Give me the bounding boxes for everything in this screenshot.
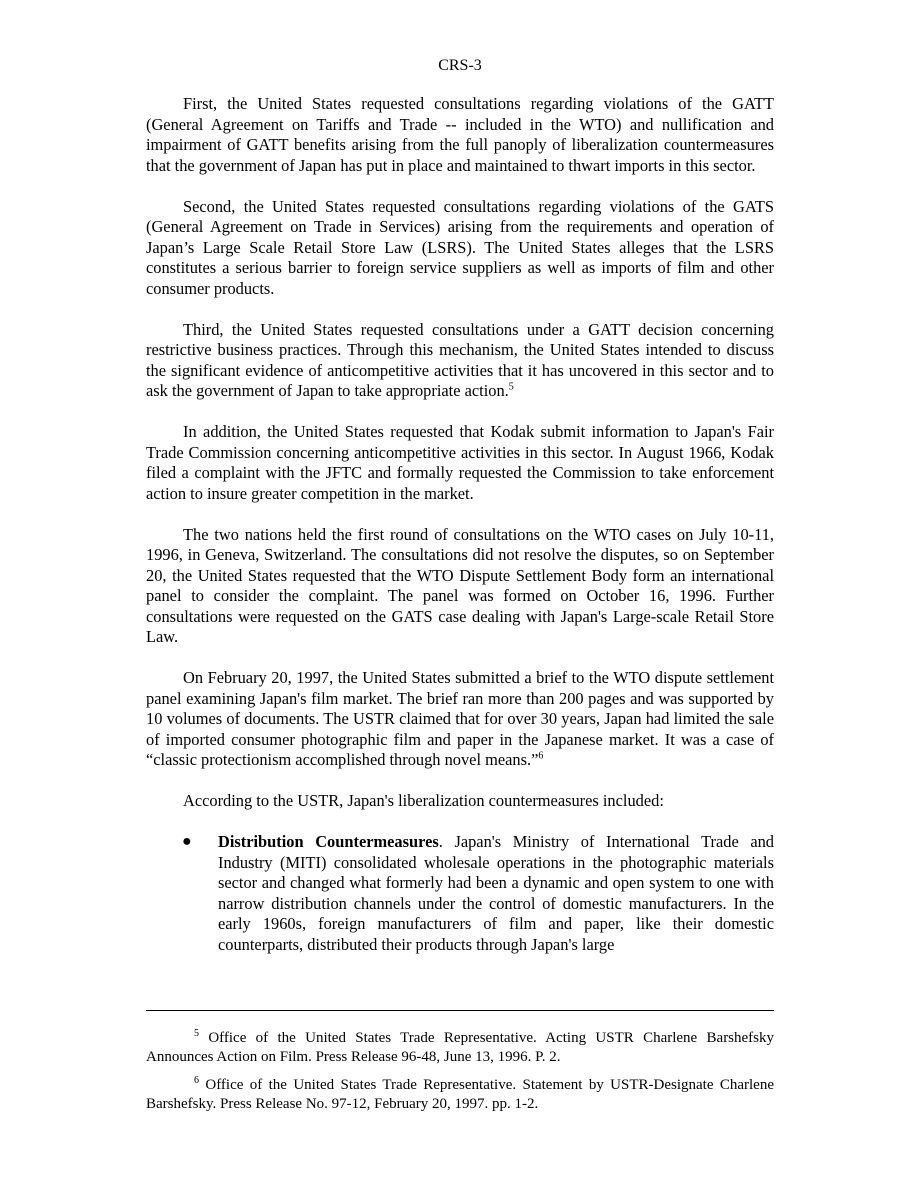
footnote-6: $^6$ Office of the United States Trade Representative. Statement by USTR-Designate Charlene Barshefsky. Press Release No. 97-12, February 20, 1997. pp. 1-2. (146, 1075, 775, 1112)
paragraph-brief: On February 20, 1997, the United States submitted a brief to the WTO dispute settlement panel examining Japan's film market. The brief ran more than 200 pages and was supported by 10 volumes of documents. The USTR claimed that for over 30 years, Japan had limited the sale of imported consumer photographic film and paper in the Japanese market. It was a case of “classic protectionism accomplished through novel means.”$^6$ (146, 668, 774, 769)
document-body (146, 94, 774, 955)
paragraph-consultations: The two nations held the first round of consultations on the WTO cases on July 10-11, 1996, in Geneva, Switzerland. The consultations did not resolve the disputes, so on September 20, the United States requested that the WTO Dispute Settlement Body form an international panel to consider the complaint. The panel was formed on October 16, 1996. Further consultations were requested on the GATS case dealing with Japan's Large-scale Retail Store Law. (146, 524, 774, 646)
paragraph-kodak: In addition, the United States requested that Kodak submit information to Japan's Fair Trade Commission concerning anticompetitive activities in this sector. In August 1966, Kodak filed a complaint with the JFTC and formally requested the Commission to take enforcement action to insure greater competition in the market. (146, 422, 774, 503)
paragraph-first: First, the United States requested consultations regarding violations of the GATT (General Agreement on Tariffs and Trade -- included in the WTO) and nullification and impairment of GATT benefits arising from the full panoply of liberalization countermeasures that the government of Japan has put in place and maintained to thwart imports in this sector. (146, 94, 774, 175)
bullet-dot-icon: ● (182, 833, 192, 850)
paragraph-countermeasures-intro: According to the USTR, Japan's liberalization countermeasures included: (183, 791, 664, 810)
footnote-ref-6[interactable]: 6 (538, 750, 544, 762)
footnote-5: $^5$ Office of the United States Trade Representative. Acting USTR Charlene Barshefsky Announces Action on Film. Press Release 96-48, June 13, 1996. P. 2. (146, 1028, 775, 1065)
bullet-text: . Japan's Ministry of International Trade and Industry (MITI) consolidated wholesale operations in the photographic materials sector and changed what formerly had been a dynamic and open system to one with narrow distribution channels under the control of domestic manufacturers. In the early 1960s, foreign manufacturers of film and paper, like their domestic counterparts, distributed their products through Japan's large (218, 832, 775, 954)
footnote-ref-5[interactable]: 5 (508, 381, 514, 393)
paragraph-third: Third, the United States requested consultations under a GATT decision concerning restrictive business practices. Through this mechanism, the United States intended to discuss the significant evidence of anticompetitive activities that it has uncovered in this sector and to ask the government of Japan to take appropriate action.$^5$ (146, 319, 774, 400)
bullet-title: Distribution Countermeasures (218, 832, 439, 851)
footnote-divider (146, 1010, 774, 1011)
paragraph-second: Second, the United States requested consultations regarding violations of the GATS (General Agreement on Trade in Services) arising from the requirements and operation of Japan’s Large Scale Retail Store Law (LSRS). The United States alleges that the LSRS constitutes a serious barrier to foreign service suppliers as well as imports of film and other consumer products. (146, 196, 774, 298)
footnotes (146, 1029, 774, 1123)
page-header: CRS-3 (438, 57, 482, 74)
bullet-distribution-countermeasures (146, 832, 774, 955)
